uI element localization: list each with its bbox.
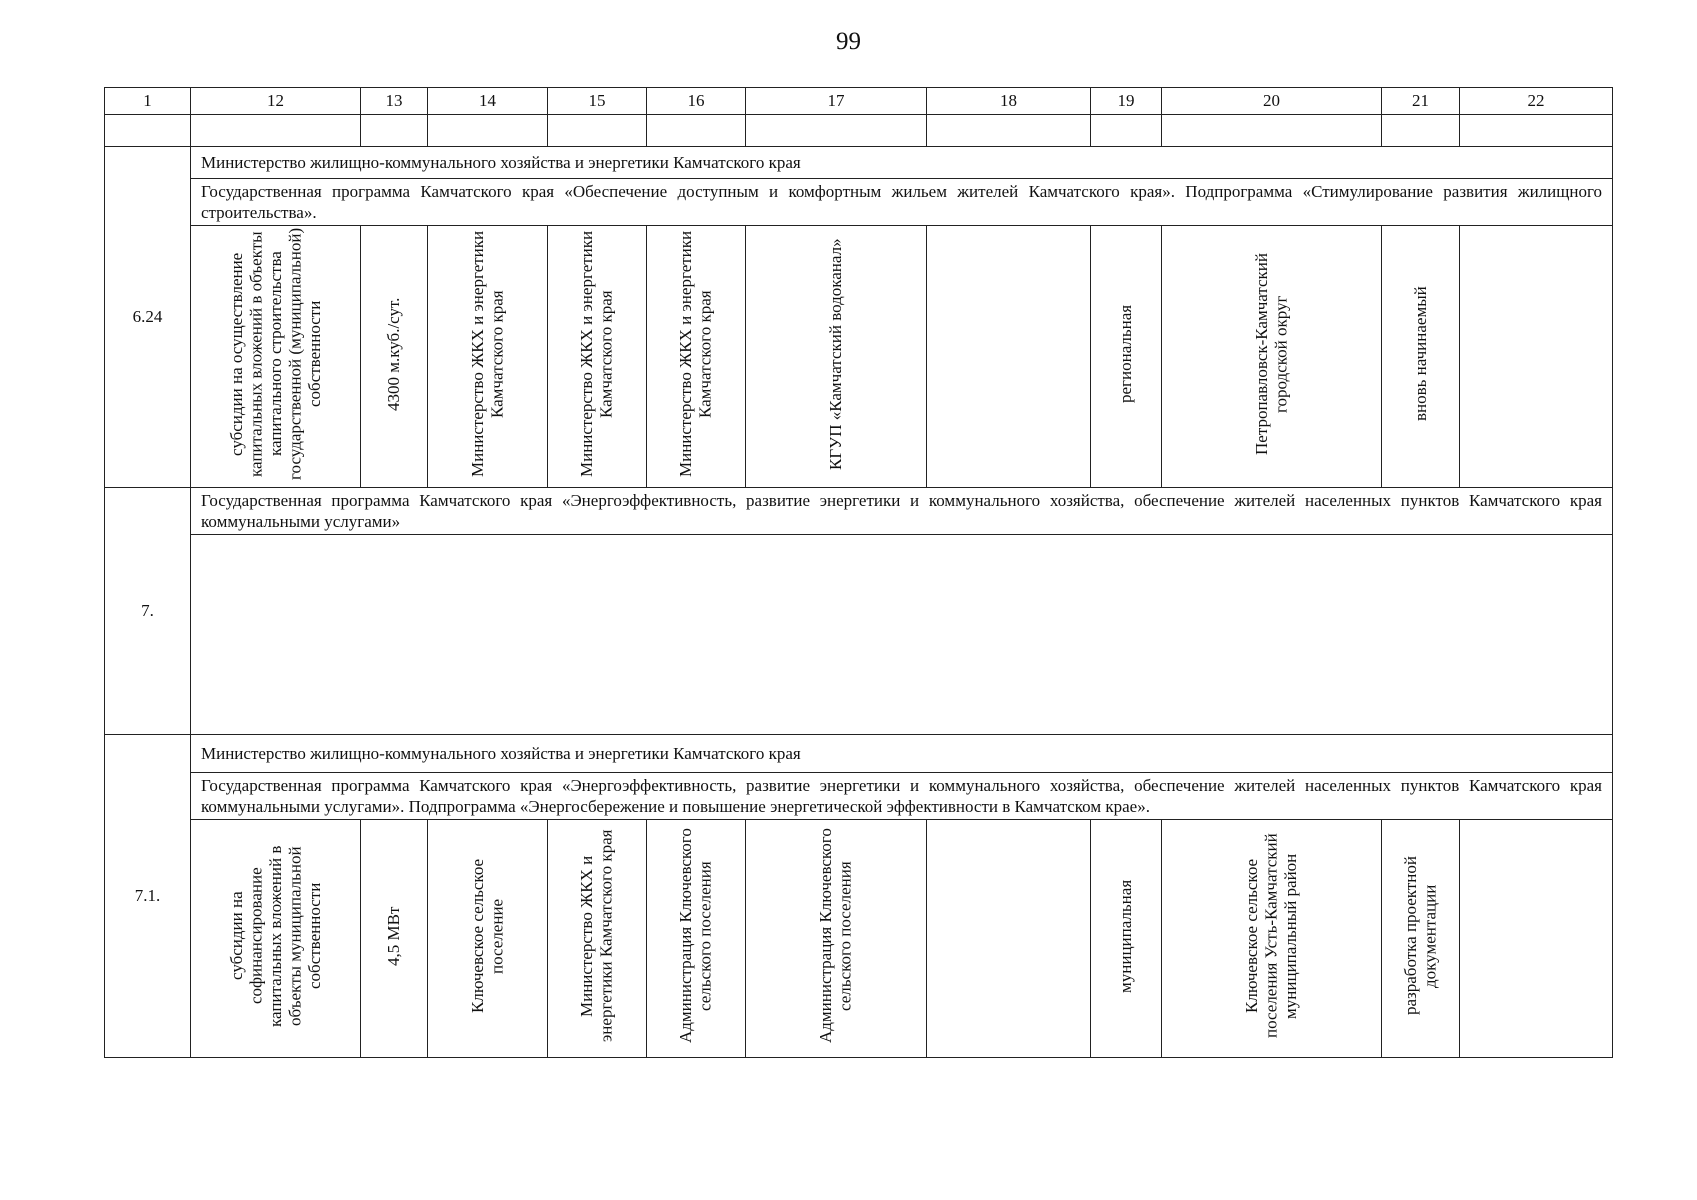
table-row [105,488,1613,535]
capacity-text: 4300 м.куб./сут. [384,297,404,411]
col21-cell [1382,820,1460,1058]
col21-text: вновь начинаемый [1410,286,1430,422]
capacity-cell [361,226,428,488]
ministry-text: Министерство жилищно-коммунального хозяйства и энергетики Камчатского края [191,735,1613,773]
empty-section-cell [191,535,1613,735]
program-text: Государственная программа Камчатского края «Энергоэффективность, развитие энергетики и коммунального хозяйства, обеспечение жителей населенных пунктов Камчатского края коммунальными услугами». Подпрограмма «Энергосбережение и повышение энергетической эффективности в Камчатском крае». [191,773,1613,820]
col19-cell [1091,820,1162,1058]
column-header: 20 [1162,88,1382,115]
empty-cell [361,115,428,147]
col17-cell [746,820,927,1058]
col19-text: региональная [1116,304,1136,403]
empty-cell [1382,115,1460,147]
table-row [105,226,1613,488]
col16-cell [647,226,746,488]
table-row [105,773,1613,820]
col15-text: Министерство ЖКХ и энергетики Камчатского края [577,829,616,1043]
empty-cell [927,115,1091,147]
data-table [104,87,1613,1058]
col14-cell [428,226,548,488]
table-row [105,147,1613,179]
col17-text: Администрация Ключевского сельского поселения [816,828,855,1044]
program-text: Государственная программа Камчатского края «Энергоэффективность, развитие энергетики и коммунального хозяйства, обеспечение жителей населенных пунктов Камчатского края коммунальными услугами» [191,488,1613,535]
col14-text: Министерство ЖКХ и энергетики Камчатского края [467,230,507,477]
blank-row [105,115,1613,147]
col17-text: КГУП «Камчатский водоканал» [826,238,846,470]
page-number: 99 [836,28,861,55]
funding-type-text: субсидии на осуществление капитальных вложений в объекты капитального строительства государственной (муниципальной) собственности [226,227,324,480]
column-header: 16 [647,88,746,115]
col15-cell [548,226,647,488]
empty-cell [647,115,746,147]
col20-cell [1162,226,1382,488]
funding-type-cell [191,226,361,488]
empty-cell [191,115,361,147]
column-header-row [105,88,1613,115]
col15-cell [548,820,647,1058]
col18-cell [927,820,1091,1058]
funding-type-text: субсидии на софинансирование капитальных вложений в объекты муниципальной собственности [226,845,324,1027]
col16-text: Министерство ЖКХ и энергетики Камчатского края [676,230,715,477]
col20-cell [1162,820,1382,1058]
row-number: 7.1. [105,735,191,1058]
col20-text: Ключевское сельское поселения Усть-Камчатский муниципальный район [1242,833,1301,1039]
capacity-text: 4,5 МВт [384,906,404,966]
capacity-cell [361,820,428,1058]
col14-cell [428,820,548,1058]
col21-cell [1382,226,1460,488]
column-header: 12 [191,88,361,115]
empty-cell [1460,115,1613,147]
column-header: 13 [361,88,428,115]
col16-text: Администрация Ключевского сельского поселения [676,828,715,1044]
column-header: 1 [105,88,191,115]
column-header: 15 [548,88,647,115]
col21-text: разработка проектной документации [1400,856,1440,1016]
column-header: 19 [1091,88,1162,115]
column-header: 14 [428,88,548,115]
table-row [105,820,1613,1058]
empty-cell [428,115,548,147]
program-text: Государственная программа Камчатского края «Обеспечение доступным и комфортным жильем жителей Камчатского края». Подпрограмма «Стимулирование развития жилищного строительства». [191,179,1613,226]
table-row [105,735,1613,773]
row-number: 6.24 [105,147,191,488]
empty-cell [1162,115,1382,147]
col17-cell [746,226,927,488]
empty-cell [746,115,927,147]
table-row [105,179,1613,226]
col14-text: Ключевское сельское поселение [467,858,507,1013]
table-row [105,535,1613,735]
empty-cell [1091,115,1162,147]
col19-cell [1091,226,1162,488]
ministry-text: Министерство жилищно-коммунального хозяйства и энергетики Камчатского края [191,147,1613,179]
empty-cell [105,115,191,147]
column-header: 22 [1460,88,1613,115]
col18-cell [927,226,1091,488]
row-number: 7. [105,488,191,735]
funding-type-cell [191,820,361,1058]
column-header: 21 [1382,88,1460,115]
column-header: 18 [927,88,1091,115]
col15-text: Министерство ЖКХ и энергетики Камчатского края [577,230,616,477]
col22-cell [1460,820,1613,1058]
empty-cell [548,115,647,147]
column-header: 17 [746,88,927,115]
col19-text: муниципальная [1116,879,1136,993]
col16-cell [647,820,746,1058]
col20-text: Петропавловск-Камчатский городской округ [1251,252,1291,455]
col22-cell [1460,226,1613,488]
